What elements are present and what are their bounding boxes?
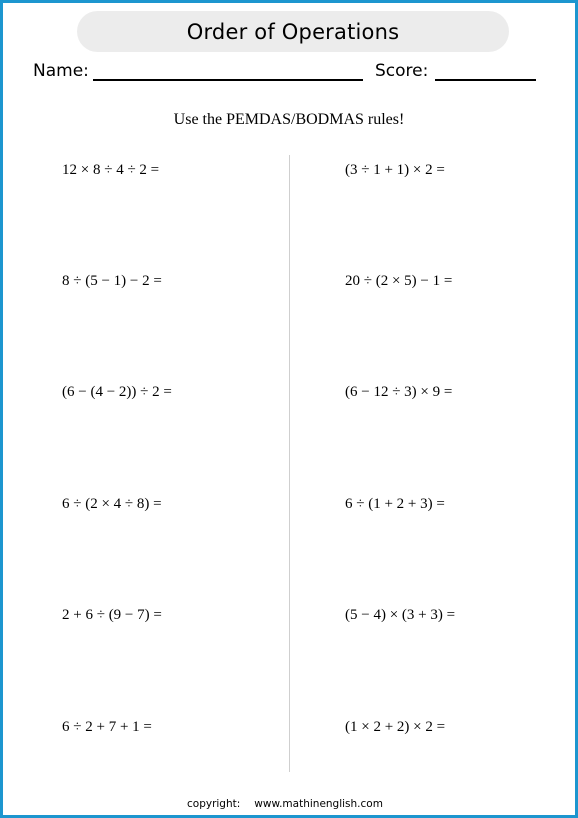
name-field-line[interactable]: [93, 79, 363, 81]
score-label: Score:: [375, 61, 429, 81]
problem-right-3: (6 − 12 ÷ 3) × 9 =: [345, 384, 453, 400]
problem-left-3: (6 − (4 − 2)) ÷ 2 =: [62, 384, 172, 400]
problem-right-1: (3 ÷ 1 + 1) × 2 =: [345, 162, 445, 178]
problem-right-2: 20 ÷ (2 × 5) − 1 =: [345, 273, 453, 289]
problem-left-5: 2 + 6 ÷ (9 − 7) =: [62, 607, 162, 623]
copyright-label: copyright:: [187, 798, 241, 810]
page-title: Order of Operations: [186, 19, 400, 44]
instruction-text: Use the PEMDAS/BODMAS rules!: [173, 111, 405, 128]
problem-left-1: 12 × 8 ÷ 4 ÷ 2 =: [62, 162, 160, 178]
problem-left-2: 8 ÷ (5 − 1) − 2 =: [62, 273, 162, 289]
problem-left-6: 6 ÷ 2 + 7 + 1 =: [62, 719, 152, 735]
column-divider: [289, 155, 290, 772]
footer-copyright: [187, 798, 383, 810]
name-label: Name:: [33, 61, 89, 81]
problem-right-4: 6 ÷ (1 + 2 + 3) =: [345, 496, 445, 512]
problem-right-6: (1 × 2 + 2) × 2 =: [345, 719, 446, 735]
title-banner: [77, 11, 509, 52]
score-field-line[interactable]: [435, 79, 536, 81]
website-link[interactable]: www.mathinenglish.com: [254, 798, 383, 810]
problem-right-5: (5 − 4) × (3 + 3) =: [345, 607, 456, 623]
problem-left-4: 6 ÷ (2 × 4 ÷ 8) =: [62, 496, 162, 512]
